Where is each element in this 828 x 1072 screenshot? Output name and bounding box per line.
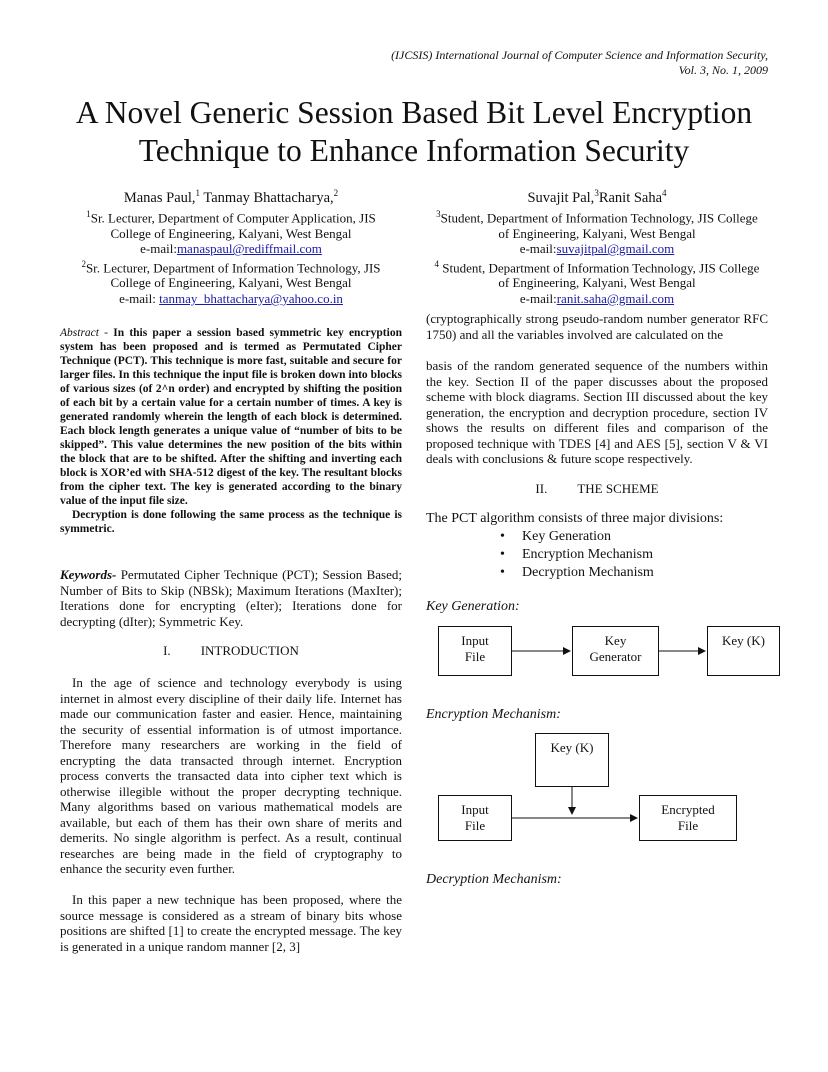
- abstract: [60, 326, 402, 536]
- bullet-decryption-mechanism: • Decryption Mechanism: [426, 564, 786, 582]
- intro-paragraph-2: In this paper a new technique has been proposed, where the source message is considered as a stream of binary bits whose positions are shifted [1] to create the encrypted message. The key is generated in a unique random manner [2, 3]: [60, 892, 402, 954]
- keywords-lead: Keywords-: [60, 567, 117, 582]
- authors-left: [46, 184, 416, 306]
- section-title: THE SCHEME: [577, 481, 659, 496]
- email-4: [412, 291, 782, 307]
- author-name: Manas Paul,: [123, 189, 196, 206]
- bullet-key-generation: • Key Generation: [426, 528, 786, 546]
- box-label: Generator: [589, 648, 642, 664]
- aff-sup: 4: [434, 258, 440, 269]
- aff-sup: 1: [86, 208, 91, 219]
- box-label: Input: [461, 802, 489, 817]
- input-file-box: [438, 626, 512, 676]
- section-heading-scheme: [426, 481, 768, 497]
- right-paragraph-2: basis of the random generated sequence of the numbers within the key. Section II of the paper discusses about the proposed scheme with block diagrams. Section III discussed about the key generation, the encryption and decryption procedure, section IV shows the results on different files and comparison of the proposed technique with TDES [4] and AES [5], section V & VI deals with conclusions & future scope respectively.: [426, 358, 768, 466]
- key-input-box: [535, 733, 609, 787]
- box-label: File: [464, 648, 486, 664]
- encryption-mechanism-label: Encryption Mechanism:: [426, 707, 561, 722]
- box-label: File: [677, 817, 699, 833]
- box-label: Key: [604, 633, 627, 648]
- decryption-mechanism-label: Decryption Mechanism:: [426, 872, 562, 887]
- author-name: Ranit Saha: [598, 189, 663, 206]
- section-number: I.: [163, 643, 171, 658]
- affiliation-4-line-2: of Engineering, Kalyani, West Bengal: [498, 275, 696, 291]
- paper-title: [40, 94, 788, 170]
- bullet-encryption-mechanism: • Encryption Mechanism: [426, 546, 786, 564]
- email-link[interactable]: manaspaul@rediffmail.com: [176, 241, 322, 257]
- author-sup: 3: [594, 188, 599, 198]
- box-label: Key (K): [550, 740, 594, 755]
- right-paragraph-1: (cryptographically strong pseudo-random number generator RFC 1750) and all the variables involved are calculated on the: [426, 311, 768, 342]
- box-label: Key (K): [722, 633, 765, 648]
- title-line-1: A Novel Generic Session Based Bit Level Encryption: [75, 95, 753, 130]
- abstract-text: In this paper a session based symmetric key encryption system has been proposed and is termed as Permutated Cipher Technique (PCT). This technique is more fast, suitable and secure for larger files. In this technique the input file is broken down into blocks of various sizes (of 2^n order) and encrypted by shifting the position of each bit by a certain value for a certain number of times. A key is generated randomly wherein the length of each block is determined. Each block length generates a unique value of “number of bits to be skipped”. This value determines the new position of the bits within the block that are to be shifted. After the shifting and inverting each block is XOR’ed with SHA-512 digest of the key. The resultant blocks from the cipher text. The key is generated according to the binary value of the input file size.: [60, 327, 402, 507]
- author-names-right: [412, 184, 782, 207]
- email-link[interactable]: suvajitpal@gmail.com: [556, 241, 675, 257]
- keywords-text: Permutated Cipher Technique (PCT); Session Based; Number of Bits to Skip (NBSk); Maximum Iterations (MaxIter); Iterations done for encrypting (eIter); Iterations done for decrypting (dIter); Symmetric Key.: [60, 567, 402, 629]
- key-generation-label: Key Generation:: [426, 599, 520, 614]
- authors-right: [412, 184, 782, 306]
- abstract-decryption: Decryption is done following the same process as the technique is symmetric.: [60, 509, 402, 535]
- box-label: Input: [461, 633, 489, 648]
- affiliation-3-line-2: of Engineering, Kalyani, West Bengal: [498, 225, 696, 241]
- box-label: File: [464, 817, 486, 833]
- author-names-left: [46, 184, 416, 207]
- key-output-box: [707, 626, 780, 676]
- aff-text: Sr. Lecturer, Department of Information Technology, JIS: [85, 259, 381, 275]
- aff-text: Sr. Lecturer, Department of Computer Application, JIS: [90, 210, 376, 226]
- journal-header: [391, 48, 768, 78]
- email-1: [46, 241, 416, 257]
- aff-text: Student, Department of Information Technology, JIS College: [440, 210, 758, 226]
- affiliation-3: [412, 207, 782, 226]
- journal-name: (IJCSIS) International Journal of Computer Science and Information Security,: [391, 48, 768, 62]
- abstract-lead: Abstract -: [60, 327, 114, 339]
- author-name: Tanmay Bhattacharya,: [200, 189, 334, 206]
- journal-volume: Vol. 3, No. 1, 2009: [678, 63, 768, 77]
- email-label: e-mail:: [119, 290, 160, 306]
- aff-sup: 3: [436, 208, 441, 219]
- encrypted-file-box: [639, 795, 737, 841]
- abstract-body: [60, 326, 402, 508]
- intro-paragraph-1: In the age of science and technology everybody is using internet in almost every discipline of their daily life. Internet has made our communication faster and easier. Hence, maintaining the security of essential information is of utmost importance. Therefore many researchers are working in the field of encrypting the data transacted through internet. Encryption process converts the transacted data into cipher text which is otherwise illegible without the proper decrypting technique. Many algorithms based on various mathematical models are available, but each of them has their own share of merits and demerits. No single algorithm is perfect. As a result, continual researches are being made in the field of cryptography to enhance the security even further.: [60, 675, 402, 876]
- author-name: Suvajit Pal,: [527, 189, 595, 206]
- section-heading-introduction: [60, 643, 402, 659]
- aff-text: Student, Department of Information Technology, JIS College: [439, 259, 760, 275]
- email-link[interactable]: ranit.saha@gmail.com: [556, 290, 675, 306]
- key-generator-box: [572, 626, 659, 676]
- affiliation-1-line-2: College of Engineering, Kalyani, West Bengal: [110, 225, 352, 241]
- scheme-intro: [426, 510, 786, 582]
- title-line-2: Technique to Enhance Information Security: [138, 133, 690, 168]
- email-3: [412, 241, 782, 257]
- affiliation-4: [412, 257, 782, 276]
- email-2: [46, 291, 416, 307]
- author-sup: 2: [333, 188, 339, 198]
- email-label: e-mail:: [519, 290, 557, 306]
- affiliation-1: [46, 207, 416, 226]
- box-label: Encrypted: [661, 802, 715, 817]
- email-label: e-mail:: [519, 241, 557, 257]
- enc-input-file-box: [438, 795, 512, 841]
- email-link[interactable]: tanmay_bhattacharya@yahoo.co.in: [159, 290, 343, 306]
- email-label: e-mail:: [140, 241, 177, 257]
- aff-sup: 2: [81, 258, 86, 269]
- affiliation-2: [46, 257, 416, 276]
- section-title: INTRODUCTION: [200, 643, 299, 658]
- keywords: [60, 567, 402, 629]
- author-sup: 4: [662, 188, 667, 198]
- author-sup: 1: [195, 188, 201, 198]
- section-number: II.: [535, 481, 548, 496]
- affiliation-2-line-2: College of Engineering, Kalyani, West Bengal: [110, 275, 352, 291]
- scheme-intro-text: The PCT algorithm consists of three major divisions:: [426, 511, 724, 526]
